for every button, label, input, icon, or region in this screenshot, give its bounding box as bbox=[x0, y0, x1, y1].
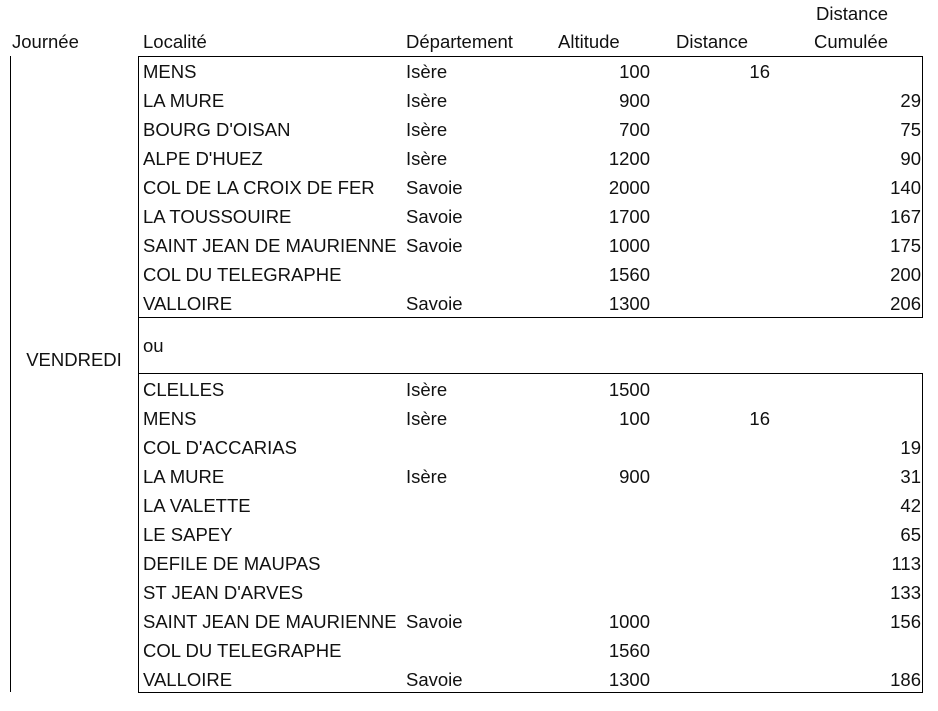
distance-cell bbox=[680, 491, 770, 520]
distance-cell bbox=[680, 549, 770, 578]
departement-cell: Savoie bbox=[406, 669, 463, 690]
journee-left-border bbox=[10, 56, 11, 692]
departement-cell: Savoie bbox=[406, 235, 463, 256]
altitude-cell: 900 bbox=[619, 90, 650, 111]
localite-cell: COL D'ACCARIAS bbox=[143, 437, 297, 458]
altitude-cell: 900 bbox=[619, 466, 650, 487]
localite-cell: SAINT JEAN DE MAURIENNE bbox=[143, 611, 397, 632]
localite-cell: LA TOUSSOUIRE bbox=[143, 206, 292, 227]
localite-cell: BOURG D'OISAN bbox=[143, 119, 291, 140]
distance-cell: 16 bbox=[749, 408, 770, 429]
altitude-cell: 1560 bbox=[608, 640, 650, 661]
altitude-cell: 1500 bbox=[608, 379, 650, 400]
distance-cell bbox=[680, 375, 770, 404]
departement-cell bbox=[406, 491, 546, 520]
localite-cell: LE SAPEY bbox=[143, 524, 233, 545]
departement-cell: Isère bbox=[406, 119, 448, 140]
cumulee-cell: 75 bbox=[900, 119, 921, 140]
journee-label: VENDREDI bbox=[26, 349, 122, 370]
distance-cell bbox=[680, 636, 770, 665]
distance-cell bbox=[680, 173, 770, 202]
altitude-cell bbox=[556, 433, 650, 462]
cumulee-cell: 29 bbox=[900, 90, 921, 111]
distance-cell bbox=[680, 289, 770, 318]
departement-cell: Isère bbox=[406, 466, 448, 487]
localite-cell: CLELLES bbox=[143, 379, 225, 400]
localite-cell: SAINT JEAN DE MAURIENNE bbox=[143, 235, 397, 256]
cumulee-cell: 133 bbox=[890, 582, 921, 603]
departement-cell: Savoie bbox=[406, 293, 463, 314]
altitude-cell bbox=[556, 549, 650, 578]
distance-cell bbox=[680, 665, 770, 694]
header-departement: Département bbox=[406, 31, 513, 52]
distance-cell bbox=[680, 607, 770, 636]
departement-cell bbox=[406, 520, 546, 549]
altitude-cell bbox=[556, 578, 650, 607]
cumulee-cell bbox=[800, 375, 921, 404]
distance-cell bbox=[680, 144, 770, 173]
distance-cell bbox=[680, 231, 770, 260]
localite-cell: COL DU TELEGRAPHE bbox=[143, 640, 342, 661]
localite-cell: MENS bbox=[143, 408, 197, 429]
departement-cell: Isère bbox=[406, 90, 448, 111]
altitude-cell: 700 bbox=[619, 119, 650, 140]
departement-cell bbox=[406, 260, 546, 289]
departement-cell: Savoie bbox=[406, 611, 463, 632]
altitude-cell bbox=[556, 491, 650, 520]
altitude-cell: 1300 bbox=[608, 293, 650, 314]
cumulee-cell: 90 bbox=[900, 148, 921, 169]
cumulee-cell: 206 bbox=[890, 293, 921, 314]
distance-cell bbox=[680, 86, 770, 115]
cumulee-cell: 175 bbox=[890, 235, 921, 256]
localite-cell: LA MURE bbox=[143, 466, 225, 487]
distance-cell bbox=[680, 115, 770, 144]
header-distance-cumulee-line2: Cumulée bbox=[813, 31, 888, 52]
header-localite: Localité bbox=[143, 31, 207, 52]
departement-cell bbox=[406, 433, 546, 462]
cumulee-cell: 167 bbox=[890, 206, 921, 227]
cumulee-cell: 31 bbox=[900, 466, 921, 487]
distance-cell bbox=[680, 462, 770, 491]
header-distance-cumulee-line1: Distance bbox=[816, 3, 888, 24]
route-separator-label: ou bbox=[143, 335, 164, 356]
cumulee-cell: 42 bbox=[900, 495, 921, 516]
localite-cell: MENS bbox=[143, 61, 197, 82]
localite-cell: COL DE LA CROIX DE FER bbox=[143, 177, 375, 198]
altitude-cell bbox=[556, 520, 650, 549]
distance-cell bbox=[680, 520, 770, 549]
cumulee-cell: 156 bbox=[890, 611, 921, 632]
cumulee-cell: 113 bbox=[891, 553, 921, 574]
journee-right-border bbox=[138, 56, 139, 692]
localite-cell: COL DU TELEGRAPHE bbox=[143, 264, 342, 285]
altitude-cell: 100 bbox=[619, 61, 650, 82]
distance-cell bbox=[680, 260, 770, 289]
cumulee-cell: 19 bbox=[900, 437, 921, 458]
localite-cell: LA VALETTE bbox=[143, 495, 251, 516]
localite-cell: VALLOIRE bbox=[143, 669, 233, 690]
altitude-cell: 1000 bbox=[608, 611, 650, 632]
altitude-cell: 100 bbox=[619, 408, 650, 429]
header-distance: Distance bbox=[676, 31, 748, 52]
altitude-cell: 2000 bbox=[608, 177, 650, 198]
departement-cell: Savoie bbox=[406, 177, 463, 198]
localite-cell: LA MURE bbox=[143, 90, 225, 111]
cumulee-cell bbox=[800, 636, 921, 665]
altitude-cell: 1200 bbox=[608, 148, 650, 169]
cumulee-cell: 186 bbox=[890, 669, 921, 690]
departement-cell: Isère bbox=[406, 379, 448, 400]
altitude-cell: 1300 bbox=[608, 669, 650, 690]
cumulee-cell: 140 bbox=[890, 177, 921, 198]
cumulee-cell: 65 bbox=[900, 524, 921, 545]
cumulee-cell: 200 bbox=[890, 264, 921, 285]
altitude-cell: 1700 bbox=[608, 206, 650, 227]
distance-cell bbox=[680, 578, 770, 607]
distance-cell: 16 bbox=[749, 61, 770, 82]
departement-cell bbox=[406, 549, 546, 578]
departement-cell bbox=[406, 578, 546, 607]
localite-cell: DEFILE DE MAUPAS bbox=[143, 553, 321, 574]
localite-cell: ALPE D'HUEZ bbox=[143, 148, 263, 169]
cumulee-cell bbox=[800, 404, 921, 433]
departement-cell: Isère bbox=[406, 61, 448, 82]
header-altitude: Altitude bbox=[558, 31, 620, 52]
departement-cell bbox=[406, 636, 546, 665]
departement-cell: Savoie bbox=[406, 206, 463, 227]
cumulee-cell bbox=[800, 57, 921, 86]
departement-cell: Isère bbox=[406, 148, 448, 169]
header-journee: Journée bbox=[12, 31, 79, 52]
distance-cell bbox=[680, 433, 770, 462]
altitude-cell: 1000 bbox=[608, 235, 650, 256]
departement-cell: Isère bbox=[406, 408, 448, 429]
localite-cell: VALLOIRE bbox=[143, 293, 233, 314]
localite-cell: ST JEAN D'ARVES bbox=[143, 582, 304, 603]
distance-cell bbox=[680, 202, 770, 231]
altitude-cell: 1560 bbox=[608, 264, 650, 285]
